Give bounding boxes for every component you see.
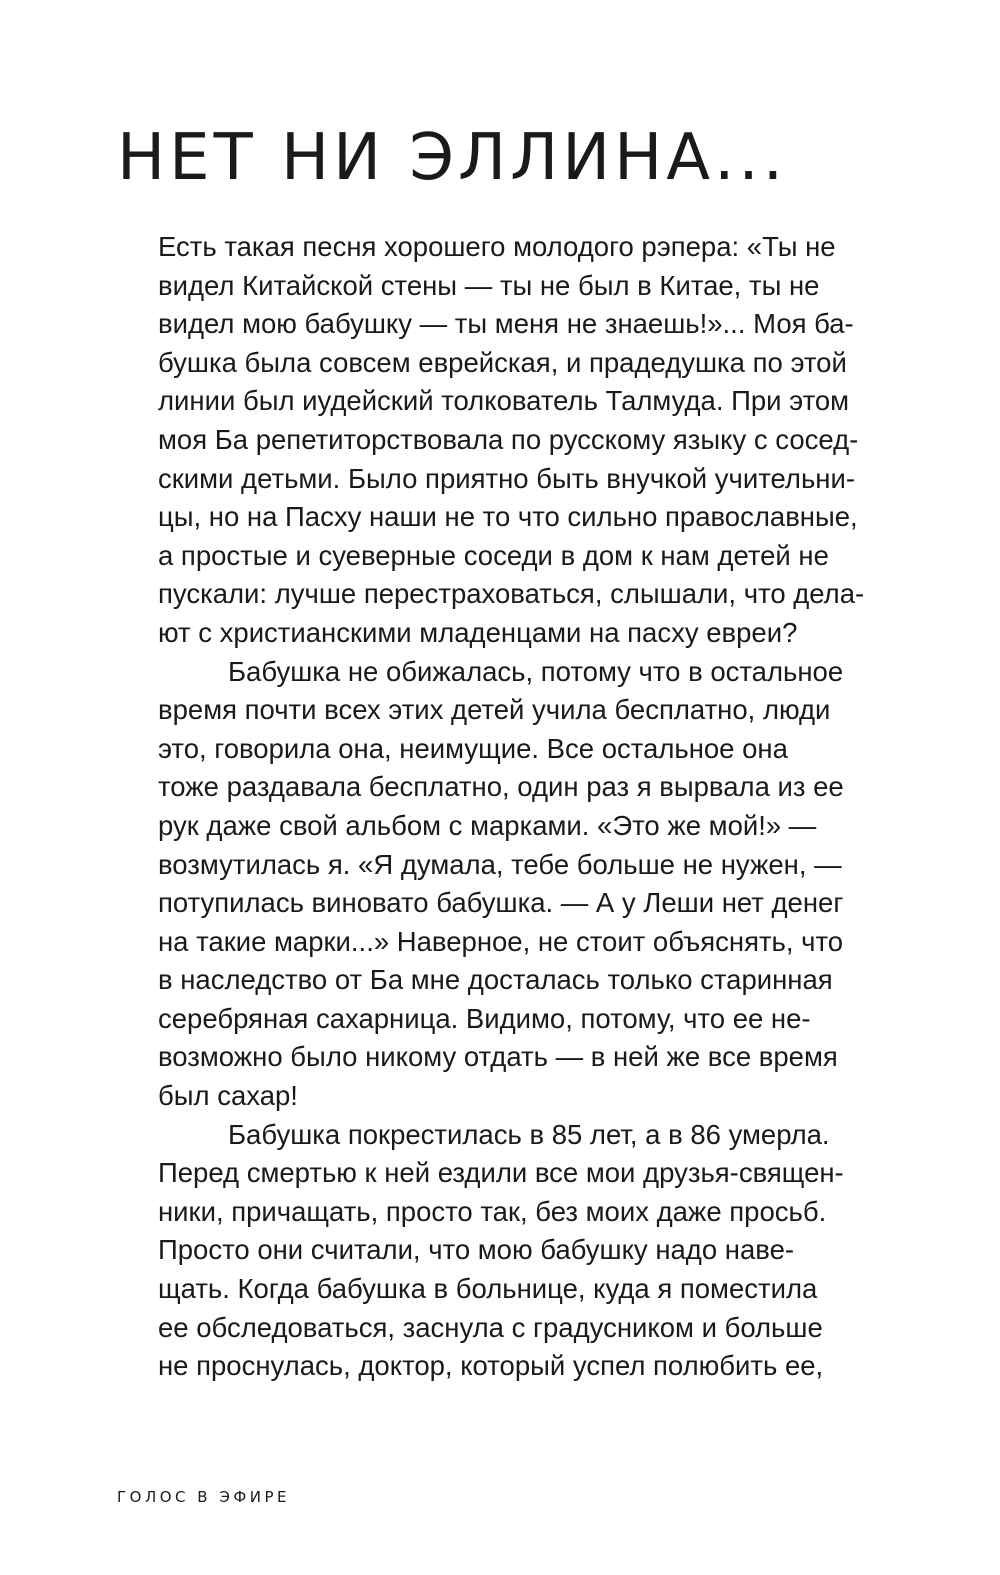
text-line: возможно было никому отдать — в ней же все время <box>158 1041 838 1073</box>
text-line: в наследство от Ба мне досталась только старинная <box>158 964 833 996</box>
text-line: ники, причащать, просто так, без моих даже просьб. <box>158 1195 827 1227</box>
text-line: пускали: лучше перестраховаться, слышали, что дела- <box>158 578 865 610</box>
text-line: моя Ба репетиторствовала по русскому языку с сосед- <box>158 423 859 455</box>
text-line: видел мою бабушку — ты меня не знаешь!»... Моя ба- <box>158 308 854 340</box>
text-line: цы, но на Пасху наши не то что сильно православные, <box>158 501 858 533</box>
paragraph <box>158 1116 898 1386</box>
text-line: время почти всех этих детей учила бесплатно, люди <box>158 694 831 726</box>
text-line: рук даже свой альбом с марками. «Это же мой!» — <box>158 809 817 841</box>
text-line: а простые и суеверные соседи в дом к нам детей не <box>158 539 829 571</box>
text-line: тоже раздавала бесплатно, один раз я вырвала из ее <box>158 771 844 803</box>
text-line: Перед смертью к ней ездили все мои друзья-священ- <box>158 1157 844 1189</box>
text-line: это, говорила она, неимущие. Все остальное она <box>158 732 788 764</box>
page-title: НЕТ НИ ЭЛЛИНА... <box>117 121 788 195</box>
text-line: Просто они считали, что мою бабушку надо наве- <box>158 1234 795 1266</box>
text-line: Есть такая песня хорошего молодого рэпера: «Ты не <box>158 231 836 262</box>
body-text <box>158 228 898 1386</box>
text-line: ют с христианскими младенцами на пасху евреи? <box>158 616 798 648</box>
text-line: щать. Когда бабушка в больнице, куда я поместила <box>158 1273 818 1305</box>
text-line: ее обследоваться, заснула с градусником и больше <box>158 1311 823 1343</box>
text-line: не проснулась, доктор, который успел полюбить ее, <box>158 1350 824 1382</box>
text-line: скими детьми. Было приятно быть внучкой учительни- <box>158 462 855 494</box>
text-line: серебряная сахарница. Видимо, потому, что ее не- <box>158 1002 811 1034</box>
text-line: Бабушка не обижалась, потому что в остальное <box>228 655 844 687</box>
paragraph <box>158 228 898 653</box>
paragraph <box>158 653 898 1116</box>
text-line: видел Китайской стены — ты не был в Китае, ты не <box>158 269 820 301</box>
text-line: потупилась виновато бабушка. — А у Леши нет денег <box>158 887 844 919</box>
text-line: на такие марки...» Наверное, не стоит объяснять, что <box>158 925 844 957</box>
running-footer: ГОЛОС В ЭФИРЕ <box>117 1488 290 1506</box>
text-line: был сахар! <box>158 1080 298 1112</box>
text-line: Бабушка покрестилась в 85 лет, а в 86 умерла. <box>228 1118 830 1150</box>
text-line: бушка была совсем еврейская, и прадедушка по этой <box>158 346 847 378</box>
text-line: линии был иудейский толкователь Талмуда. При этом <box>158 385 850 417</box>
text-line: возмутилась я. «Я думала, тебе больше не нужен, — <box>158 848 842 880</box>
